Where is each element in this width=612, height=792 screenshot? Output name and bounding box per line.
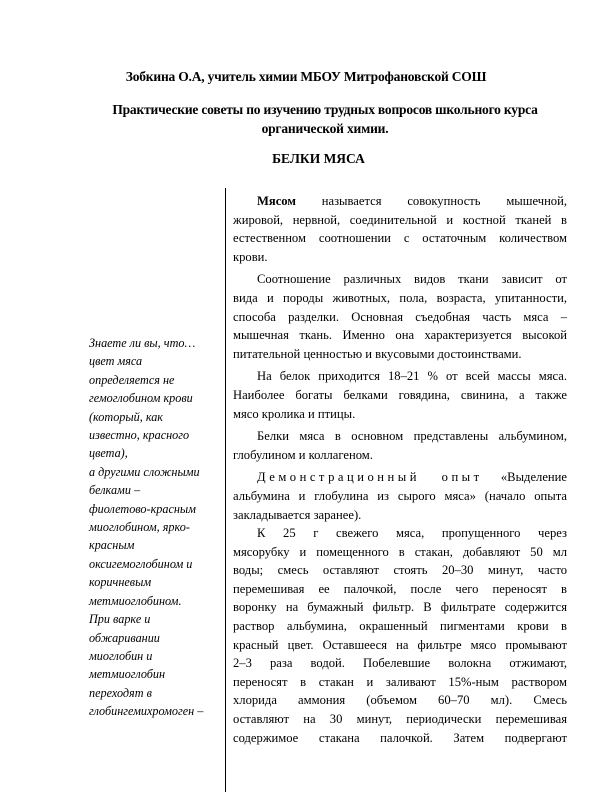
sidebar-line: коричневым (89, 575, 152, 590)
sidebar-line: миоглобином, ярко- (89, 520, 190, 535)
text-line: хлорида аммония (объемом 60–70 мл). Смесь (233, 693, 567, 708)
text-line: глобулином и коллагеном. (233, 447, 373, 462)
text-line: Демонстрационный опыт «Выделение (257, 470, 567, 485)
text-line: оставляют на 30 минут, периодически перемешивая (233, 712, 567, 727)
title-line-1: Практические советы по изучению трудных вопросов школьного курса (112, 102, 538, 117)
text-line: мясо кролика и птицы. (233, 406, 356, 421)
text-line: Соотношение различных видов ткани зависит от (257, 272, 567, 287)
sidebar-line: миоглобин и (89, 648, 153, 663)
did-you-know-sidebar (89, 334, 229, 721)
sidebar-line: глобингемихромоген – (89, 704, 204, 719)
text-line: На белок приходится 18–21 % от всей массы мяса. (257, 369, 567, 384)
term-meat: Мясом (257, 194, 296, 208)
sidebar-line: гемоглобином крови (89, 391, 193, 406)
text-line: перемешивая ее палочкой, после чего переносят в (233, 581, 567, 596)
demo-experiment-label: Демонстрационный опыт (257, 470, 483, 485)
sidebar-line: (который, как (89, 409, 164, 424)
document-title (95, 100, 555, 138)
paragraph-demo-experiment (233, 468, 567, 524)
text-line: альбумина и глобулина из сырого мяса» (начало опыта (233, 488, 567, 503)
text-line: питательной ценностью и вкусовыми достоинствами. (233, 346, 522, 361)
text-line: 2–3 раза водой. Побелевшие волокна отжимают, (233, 656, 567, 671)
sidebar-line: красным (89, 538, 135, 553)
sidebar-line: обжаривании (89, 630, 160, 645)
text-line: Белки мяса в основном представлены альбумином, (257, 429, 567, 444)
text-line: красный цвет. Оставшееся на фильтре мясо промывают (233, 637, 567, 652)
paragraph-protein-share (233, 367, 567, 423)
sidebar-line: метмиоглобином. (89, 593, 182, 608)
text-line: Мясом называется совокупность мышечной, (257, 194, 567, 208)
sidebar-line: а другими сложными (89, 464, 200, 479)
sidebar-line: цвет мяса (89, 354, 143, 369)
paragraph-procedure (233, 524, 567, 747)
sidebar-line: фиолетово-красным (89, 501, 196, 516)
sidebar-line: оксигемоглобином и (89, 556, 193, 571)
text-line: крови. (233, 249, 268, 264)
paragraph-tissue-ratio (233, 270, 567, 363)
text-line: воронку на бумажный фильтр. В фильтрате содержится (233, 600, 567, 615)
text-line: содержимое стакана палочкой. Затем подвергают (233, 730, 567, 745)
sidebar-line: известно, красного (89, 428, 190, 443)
text-line: К 25 г свежего мяса, пропущенного через (257, 526, 567, 541)
sidebar-line: метмиоглобин (89, 667, 166, 682)
sidebar-line: цвета), (89, 446, 128, 461)
text-line: способа разделки. Основная съедобная часть мяса – (233, 309, 567, 324)
sidebar-line: определяется не (89, 372, 175, 387)
sidebar-line: белками – (89, 483, 141, 498)
title-line-2: органической химии. (261, 121, 389, 136)
text-line: вида и породы животных, пола, возраста, упитанности, (233, 290, 567, 305)
sidebar-line: Знаете ли вы, что… (89, 336, 196, 350)
section-heading: БЕЛКИ МЯСА (272, 151, 365, 166)
author-line: Зобкина О.А, учитель химии МБОУ Митрофановской СОШ (125, 69, 487, 84)
text-line: закладывается заранее). (233, 507, 362, 522)
text-line: переносят в стакан и заливают 15%-ным раствором (233, 674, 567, 689)
text-line: воды; смесь оставляют стоять 20–30 минут, часто (233, 563, 567, 578)
sidebar-line: переходят в (89, 685, 152, 700)
sidebar-line: При варке и (89, 612, 151, 627)
text-line: мясорубку и помещенного в стакан, добавляют 50 мл (233, 544, 567, 559)
text-line: мышечная ткань. Именно она характеризуется высокой (233, 328, 567, 343)
text-line: раствор альбумина, окрашенный пигментами крови в (233, 619, 567, 634)
main-text (233, 192, 567, 747)
text-line: естественном соотношении с остаточным количеством (233, 231, 567, 246)
text-line: Наиболее богаты белками говядина, свинина, а также (233, 387, 567, 402)
text-line: жировой, нервной, соединительной и костной тканей в (233, 212, 567, 227)
paragraph-meat-proteins (233, 427, 567, 464)
paragraph-meat-definition (233, 192, 567, 266)
